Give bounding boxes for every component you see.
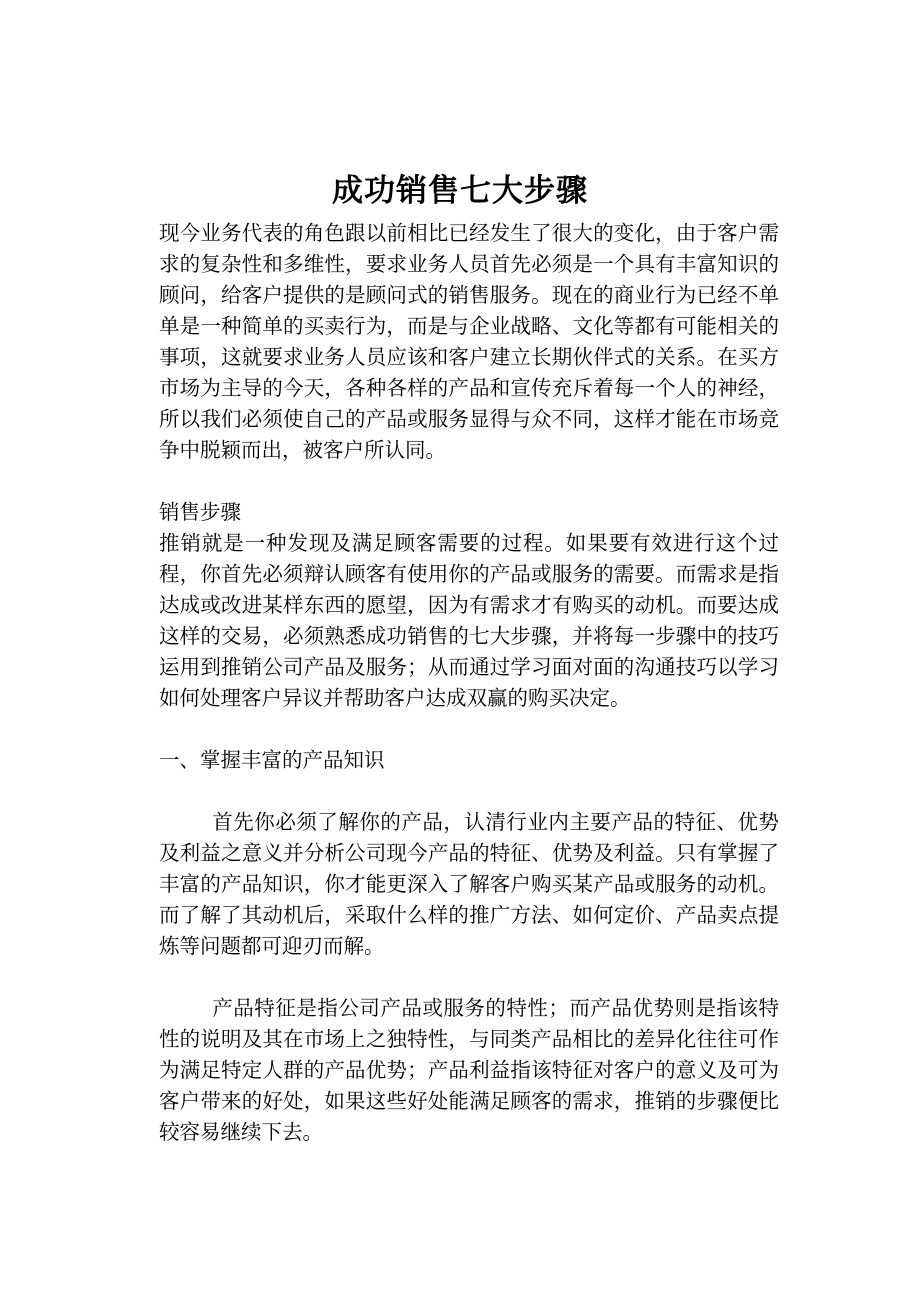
steps-heading: 销售步骤 — [159, 500, 241, 524]
intro-paragraph: 现今业务代表的角色跟以前相比已经发生了很大的变化，由于客户需求的复杂性和多维性，要求业务人员首先必须是一个具有丰富知识的顾问，给客户提供的是顾问式的销售服务。现在的商业行为已经不单单是一种简单的买卖行为，而是与企业战略、文化等都有可能相关的事项，这就要求业务人员应该和客户建立长期伙伴式的关系。在买方市场为主导的今天，各种各样的产品和宣传充斥着每一个人的神经，所以我们必须使自己的产品或服务显得与众不同，这样才能在市场竞争中脱颖而出，被客户所认同。 — [159, 221, 779, 462]
section1-paragraph-2: 产品特征是指公司产品或服务的特性；而产品优势则是指该特性的说明及其在市场上之独特性，与同类产品相比的差异化往往可作为满足特定人群的产品优势；产品利益指该特征对客户的意义及可为客户带来的好处，如果这些好处能满足顾客的需求，推销的步骤便比较容易继续下去。 — [159, 996, 779, 1144]
section1-paragraph-1: 首先你必须了解你的产品，认清行业内主要产品的特征、优势及利益之意义并分析公司现今产品的特征、优势及利益。只有掌握了丰富的产品知识，你才能更深入了解客户购买某产品或服务的动机。而了解了其动机后，采取什么样的推广方法、如何定价、产品卖点提炼等问题都可迎刃而解。 — [159, 810, 779, 958]
paragraph-spacer — [159, 962, 779, 993]
section1-heading: 一、掌握丰富的产品知识 — [159, 748, 385, 772]
document-title: 成功销售七大步骤 — [332, 172, 588, 209]
paragraph-spacer — [159, 776, 779, 807]
paragraph-spacer — [159, 466, 779, 497]
paragraph-spacer — [159, 714, 779, 745]
document-body — [159, 218, 779, 1148]
steps-intro-paragraph: 推销就是一种发现及满足顾客需要的过程。如果要有效进行这个过程，你首先必须辩认顾客有使用你的产品或服务的需要。而需求是指达成或改进某样东西的愿望，因为有需求才有购买的动机。而要达成这样的交易，必须熟悉成功销售的七大步骤，并将每一步骤中的技巧运用到推销公司产品及服务；从而通过学习面对面的沟通技巧以学习如何处理客户异议并帮助客户达成双赢的购买决定。 — [159, 531, 779, 710]
